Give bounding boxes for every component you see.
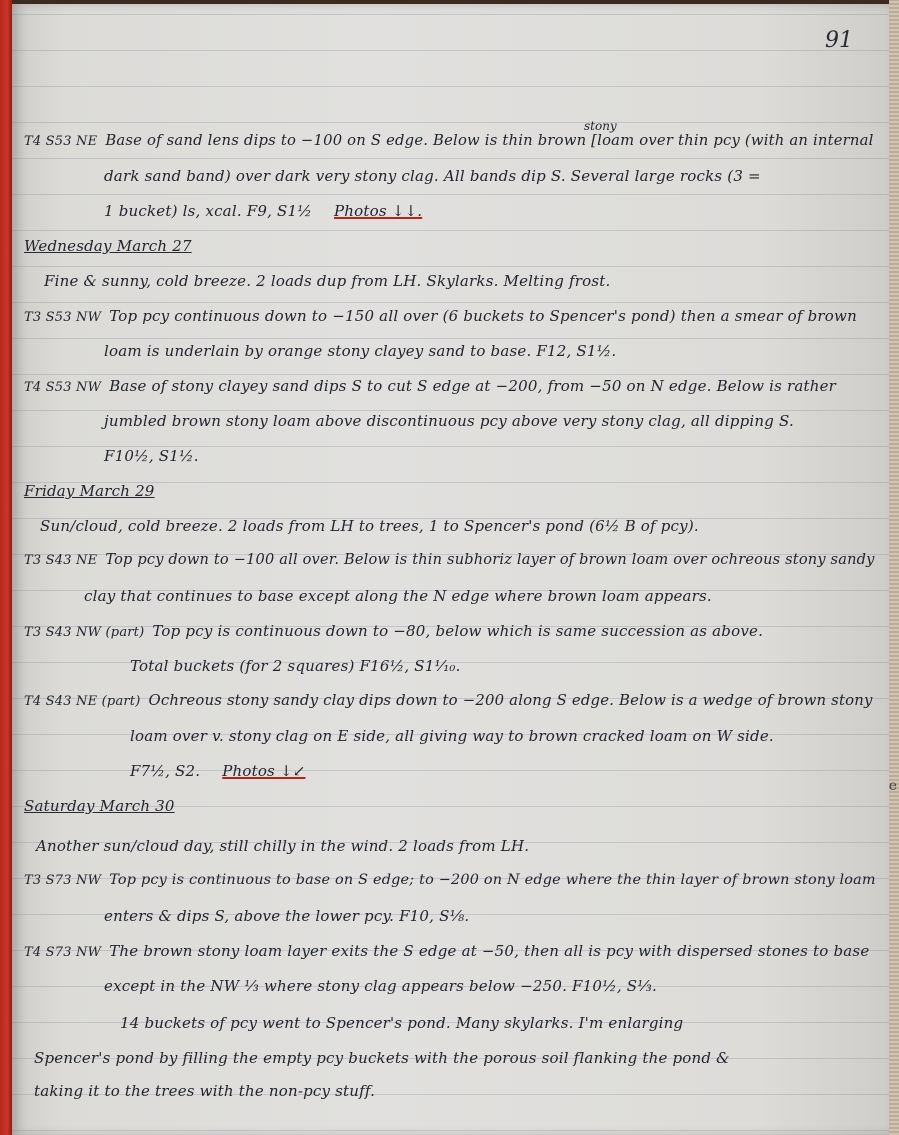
entry-text: Friday March 29 bbox=[24, 482, 155, 500]
ruled-line bbox=[12, 50, 889, 51]
entry-line bbox=[130, 762, 305, 780]
entry-text: Top pcy is continuous down to −80, below which is same succession as above. bbox=[152, 622, 764, 640]
entry-line bbox=[24, 552, 875, 568]
entry-text: Another sun/cloud day, still chilly in the wind. 2 loads from LH. bbox=[36, 837, 530, 855]
entry-line bbox=[40, 517, 699, 535]
entry-text: loam over v. stony clag on E side, all giving way to brown cracked loam on W side. bbox=[130, 727, 774, 745]
entry-line bbox=[24, 132, 874, 149]
date-heading bbox=[24, 237, 192, 255]
trench-label: T4 S53 NW bbox=[24, 380, 102, 395]
entry-text: F7½, S2. bbox=[130, 762, 201, 780]
page-number: 91 bbox=[825, 28, 853, 53]
entry-line bbox=[34, 1082, 375, 1100]
margin-mark: e bbox=[888, 778, 897, 794]
entry-text: Top pcy down to −100 all over. Below is thin subhoriz layer of brown loam over ochreous stony sandy bbox=[105, 552, 875, 568]
ruled-line bbox=[12, 122, 889, 123]
ruled-line bbox=[12, 194, 889, 195]
entry-text: Sun/cloud, cold breeze. 2 loads from LH to trees, 1 to Spencer's pond (6½ B of pcy). bbox=[40, 517, 699, 535]
entry-text: F10½, S1½. bbox=[104, 447, 199, 465]
entry-text: Top pcy is continuous to base on S edge; to −200 on N edge where the thin layer of brown stony loam bbox=[109, 872, 876, 888]
ruled-line bbox=[12, 158, 889, 159]
ruled-line bbox=[12, 14, 889, 15]
ruled-line bbox=[12, 1130, 889, 1131]
entry-line bbox=[104, 202, 422, 220]
entry-line bbox=[24, 872, 876, 888]
photos-note: Photos ↓↙ bbox=[222, 762, 306, 780]
entry-line bbox=[104, 907, 469, 925]
entry-line bbox=[130, 657, 461, 675]
date-heading bbox=[24, 797, 175, 815]
trench-label: T4 S73 NW bbox=[24, 945, 102, 960]
entry-line bbox=[104, 977, 657, 995]
entry-text: Base of stony clayey sand dips S to cut S edge at −200, from −50 on N edge. Below is rather bbox=[109, 377, 837, 395]
trench-label: T3 S53 NW bbox=[24, 310, 102, 325]
entry-line bbox=[24, 622, 763, 640]
entry-line bbox=[24, 307, 857, 325]
entry-line bbox=[104, 342, 616, 360]
page-stack-edge bbox=[889, 0, 899, 1135]
trench-label: T4 S43 NE (part) bbox=[24, 694, 141, 709]
entry-text: Total buckets (for 2 squares) F16½, S1⅟₁₀. bbox=[130, 657, 461, 675]
entry-text: loam is underlain by orange stony clayey sand to base. F12, S1½. bbox=[104, 342, 617, 360]
entry-text: Fine & sunny, cold breeze. 2 loads dup from LH. Skylarks. Melting frost. bbox=[44, 272, 611, 290]
entry-line bbox=[84, 587, 712, 605]
photos-note: Photos ↓↓. bbox=[334, 202, 423, 220]
trench-label: T3 S43 NW (part) bbox=[24, 625, 145, 640]
date-heading bbox=[24, 482, 155, 500]
entry-line bbox=[104, 447, 199, 465]
stony-insert: stony bbox=[584, 119, 617, 133]
ruled-line bbox=[12, 374, 889, 375]
entry-line bbox=[120, 1014, 683, 1032]
entry-text: Ochreous stony sandy clay dips down to −200 along S edge. Below is a wedge of brown stony bbox=[148, 692, 873, 709]
entry-line bbox=[24, 942, 869, 960]
entry-text: 14 buckets of pcy went to Spencer's pond. Many skylarks. I'm enlarging bbox=[120, 1014, 684, 1032]
entry-line bbox=[104, 412, 794, 430]
entry-line bbox=[34, 1049, 730, 1067]
trench-label: T4 S53 NE bbox=[24, 134, 98, 149]
entry-line bbox=[36, 837, 529, 855]
ruled-line bbox=[12, 338, 889, 339]
entry-text: taking it to the trees with the non-pcy stuff. bbox=[34, 1082, 376, 1100]
notebook-page bbox=[12, 4, 889, 1135]
entry-text: 1 bucket) ls, xcal. F9, S1½ bbox=[104, 202, 313, 220]
entry-text: Wednesday March 27 bbox=[24, 237, 192, 255]
entry-text: jumbled brown stony loam above discontinuous pcy above very stony clag, all dipping S. bbox=[104, 412, 794, 430]
trench-label: T3 S43 NE bbox=[24, 553, 98, 568]
ruled-line bbox=[12, 230, 889, 231]
entry-text: dark sand band) over dark very stony clag. All bands dip S. Several large rocks (3 = bbox=[104, 167, 761, 185]
entry-line bbox=[24, 692, 873, 709]
entry-text: Saturday March 30 bbox=[24, 797, 175, 815]
notebook-spine bbox=[0, 0, 12, 1135]
entry-text: enters & dips S, above the lower pcy. F10, S⅛. bbox=[104, 907, 470, 925]
entry-text: clay that continues to base except along the N edge where brown loam appears. bbox=[84, 587, 712, 605]
ruled-line bbox=[12, 302, 889, 303]
entry-text: Base of sand lens dips to −100 on S edge. Below is thin brown [loam over thin pcy (with an internal bbox=[105, 132, 874, 149]
entry-line bbox=[24, 377, 836, 395]
entry-text: The brown stony loam layer exits the S edge at −50, then all is pcy with dispersed stones to base bbox=[109, 942, 870, 960]
entry-text: except in the NW ⅓ where stony clag appears below −250. F10½, S⅓. bbox=[104, 977, 657, 995]
ruled-line bbox=[12, 266, 889, 267]
entry-text: Top pcy continuous down to −150 all over (6 buckets to Spencer's pond) then a smear of brown bbox=[109, 307, 857, 325]
ruled-line bbox=[12, 410, 889, 411]
entry-text: Spencer's pond by filling the empty pcy buckets with the porous soil flanking the pond & bbox=[34, 1049, 730, 1067]
entry-line bbox=[130, 727, 774, 745]
entry-line bbox=[104, 167, 761, 185]
entry-line bbox=[44, 272, 611, 290]
ruled-line bbox=[12, 86, 889, 87]
trench-label: T3 S73 NW bbox=[24, 873, 102, 888]
